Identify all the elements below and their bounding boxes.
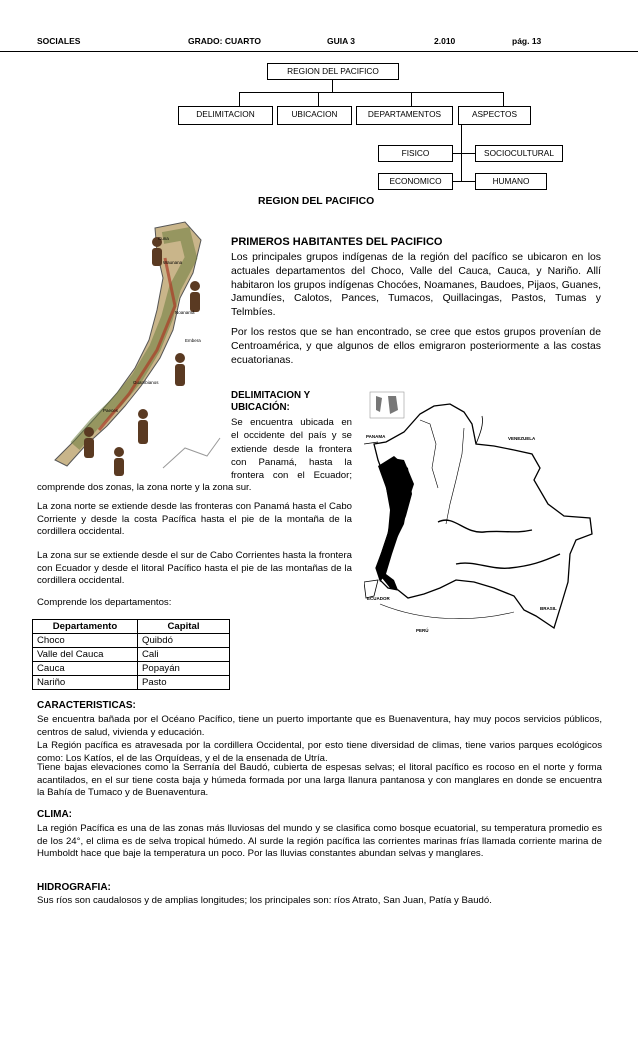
- delimitation-text: [231, 416, 352, 482]
- table-row: [33, 676, 230, 690]
- characteristics-text: Se encuentra bañada por el Océano Pacífico, tiene un puerto importante que es Buenaventura, hay muy pocos servicios públicos, centros de salud, vivienda y educación.: [37, 714, 602, 738]
- column-header: Capital: [138, 620, 230, 634]
- header-guide: GUIA 3: [327, 36, 356, 46]
- page-title: REGION DEL PACIFICO: [258, 196, 375, 207]
- org-connector: [503, 92, 504, 106]
- hydrography-text: Sus ríos son caudalosos y de amplias longitudes; los principales son: ríos Atrato, San Juan, Patía y Baudó.: [37, 895, 492, 906]
- table-cell: Quibdó: [138, 634, 230, 648]
- indigenous-illustration: [45, 218, 225, 480]
- page-header: [0, 33, 638, 52]
- org-connector: [318, 92, 319, 106]
- departments-table: [32, 619, 230, 690]
- section-heading-first-inhabitants: PRIMEROS HABITANTES DEL PACIFICO: [231, 236, 443, 248]
- illustration-label: Paeces: [103, 408, 119, 413]
- table-cell: Choco: [33, 634, 138, 648]
- org-connector: [239, 92, 503, 93]
- table-cell: Popayán: [138, 662, 230, 676]
- table-row: [33, 634, 230, 648]
- section-heading-delimitation: [231, 390, 310, 414]
- south-zone-text: La zona sur se extiende desde el sur de Cabo Corrientes hasta la frontera con Ecuador y desde el litoral Pacífico hasta el pie de las montañas de la cordillera occidental.: [37, 550, 352, 587]
- org-node-fisico: FISICO: [378, 145, 453, 162]
- table-cell: Valle del Cauca: [33, 648, 138, 662]
- map-label-panama: PANAMA: [366, 434, 386, 439]
- org-root: REGION DEL PACIFICO: [267, 63, 399, 80]
- delimitation-zones: comprende dos zonas, la zona norte y la zona sur.: [37, 482, 252, 493]
- org-node-humano: HUMANO: [475, 173, 547, 190]
- text-line: extiende desde la frontera: [231, 443, 352, 455]
- illustration-label: Noanamá: [175, 310, 195, 315]
- text-line: frontera con el Ecuador;: [231, 470, 352, 482]
- table-cell: Nariño: [33, 676, 138, 690]
- heading-line: DELIMITACION Y: [231, 390, 311, 401]
- org-node-departamentos: DEPARTAMENTOS: [356, 106, 453, 125]
- colombia-map: [364, 384, 600, 638]
- illustration-label: Waunana: [163, 260, 183, 265]
- table-cell: Cauca: [33, 662, 138, 676]
- org-connector: [411, 92, 412, 106]
- column-header: Departamento: [33, 620, 138, 634]
- section-heading-climate: CLIMA:: [37, 809, 72, 820]
- org-node-sociocultural: SOCIOCULTURAL: [475, 145, 563, 162]
- climate-text: La región Pacífica es una de las zonas más lluviosas del mundo y se clasifica como bosque ecuatorial, su temperatura promedio es de los 24°, el clima es de selva tropical húmedo. Al surde la región pacífica las corrientes marinas frías llamada corriente marina de Humboldt hace que baje la temperatura un poco. Por las lluvias constantes abundan selvas y manglares.: [37, 823, 602, 860]
- org-node-delimitacion: DELIMITACION: [178, 106, 273, 125]
- header-year: 2.010: [434, 36, 456, 46]
- table-row: [33, 648, 230, 662]
- map-label-ecuador: ECUADOR: [367, 596, 390, 601]
- table-cell: Pasto: [138, 676, 230, 690]
- departments-intro: Comprende los departamentos:: [37, 597, 172, 608]
- heading-line: UBICACIÓN:: [231, 402, 290, 413]
- org-node-ubicacion: UBICACION: [277, 106, 352, 125]
- characteristics-text: La Región pacífica es atravesada por la cordillera Occidental, por esto tiene diversidad de climas, tiene varios parques ecológicos como: Los Katíos, el de las Orquídeas, y el de la ensenada de Utría.: [37, 740, 602, 764]
- org-node-economico: ECONOMICO: [378, 173, 453, 190]
- first-inhabitants-p1: Los principales grupos indígenas de la región del pacífico se ubicaron en los actuales departamentos del Choco, Valle del Cauca, Cauca, y Nariño. Allí habitaron los grupos indígenas Chocóes, Noamanes, Baudoes, Pijaos, Guanes, Jamundíes, Calotos, Pances, Tumacos, Quillacingas, Pastos, Tumas y Telmbíes.: [231, 252, 601, 319]
- table-row: [33, 662, 230, 676]
- text-line: con Panamá, hasta la: [231, 456, 352, 468]
- org-connector: [239, 92, 240, 106]
- map-label-brasil: BRASIL: [540, 606, 557, 611]
- illustration-label: Cuna: [158, 236, 169, 241]
- illustration-label: Guambianos: [133, 380, 159, 385]
- table-cell: Cali: [138, 648, 230, 662]
- org-connector: [332, 79, 333, 92]
- text-line: el occidente del país y se: [231, 430, 352, 442]
- first-inhabitants-p2: Por los restos que se han encontrado, se cree que estos grupos provenían de Centroamérica, y que algunos de ellos emigraron posteriormente a las costas ecuatorianas.: [231, 327, 601, 366]
- header-grade: GRADO: CUARTO: [188, 36, 262, 46]
- org-node-aspectos: ASPECTOS: [458, 106, 531, 125]
- section-heading-characteristics: CARACTERISTICAS:: [37, 700, 136, 711]
- map-label-peru: PERÚ: [416, 628, 429, 633]
- header-subject: SOCIALES: [37, 36, 81, 46]
- org-connector: [451, 153, 475, 154]
- map-label-venezuela: VENEZUELA: [508, 436, 536, 441]
- north-zone-text: La zona norte se extiende desde las fronteras con Panamá hasta el Cabo Corriente y desde la costa Pacífica hasta el pie de la montaña de la cordillera occidental.: [37, 501, 352, 538]
- text-line: Se encuentra ubicada en: [231, 417, 352, 428]
- characteristics-text: Tiene bajas elevaciones como la Serranía del Baudó, cubierta de espesas selvas; el litoral pacífico es rocoso en el norte y forma acantilados, en el sur tiene costa baja y húmeda formada por una larga llanura pantanosa y con manglares en donde se encuentra la Bahía de Tumaco y de Buenaventura.: [37, 762, 602, 799]
- section-heading-hydrography: HIDROGRAFIA:: [37, 882, 111, 893]
- header-page: pág. 13: [512, 36, 542, 46]
- table-header-row: [33, 620, 230, 634]
- illustration-label: Embera: [185, 338, 201, 343]
- org-connector: [451, 181, 475, 182]
